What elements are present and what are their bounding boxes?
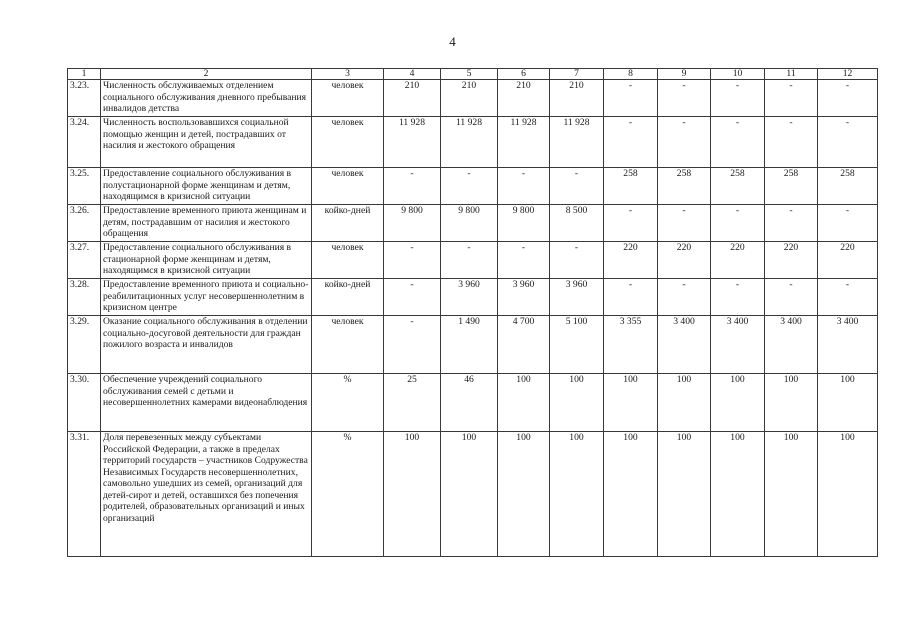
value-cell: 46: [441, 374, 498, 432]
value-cell: 100: [604, 432, 658, 557]
value-cell: 100: [498, 432, 550, 557]
value-cell: 258: [765, 168, 818, 205]
column-header: 2: [101, 69, 312, 80]
value-cell: 210: [550, 80, 604, 117]
table-row: [68, 316, 878, 374]
value-cell: 258: [604, 168, 658, 205]
value-cell: 100: [658, 374, 711, 432]
value-cell: 3 355: [604, 316, 658, 374]
table-row: [68, 432, 878, 557]
value-cell: 11 928: [498, 117, 550, 168]
value-cell: 100: [604, 374, 658, 432]
table-row: [68, 205, 878, 242]
column-header: 5: [441, 69, 498, 80]
indicator-name: Предоставление социального обслуживания в полустационарной форме женщинам и детям, находящимся в кризисной ситуации: [101, 168, 312, 205]
column-header: 1: [68, 69, 101, 80]
value-cell: 100: [498, 374, 550, 432]
column-header: 9: [658, 69, 711, 80]
value-cell: -: [765, 279, 818, 316]
value-cell: 220: [765, 242, 818, 279]
indicator-name: Предоставление временного приюта и социально-реабилитационных услуг несовершеннолетним в кризисном центре: [101, 279, 312, 316]
column-number-row: [68, 69, 878, 80]
indicator-name: Предоставление временного приюта женщинам и детям, пострадавшим от насилия и жестокого обращения: [101, 205, 312, 242]
value-cell: -: [711, 117, 765, 168]
value-cell: 220: [604, 242, 658, 279]
value-cell: -: [604, 117, 658, 168]
value-cell: 100: [711, 374, 765, 432]
unit-of-measure: человек: [312, 316, 384, 374]
value-cell: -: [384, 279, 441, 316]
column-header: 10: [711, 69, 765, 80]
row-number: 3.31.: [68, 432, 101, 557]
value-cell: -: [658, 117, 711, 168]
value-cell: 1 490: [441, 316, 498, 374]
indicator-name: Численность воспользовавшихся социальной помощью женщин и детей, пострадавших от насилия и жестокого обращения: [101, 117, 312, 168]
value-cell: -: [604, 205, 658, 242]
value-cell: -: [550, 242, 604, 279]
value-cell: 25: [384, 374, 441, 432]
value-cell: -: [384, 168, 441, 205]
value-cell: -: [498, 168, 550, 205]
unit-of-measure: койко-дней: [312, 205, 384, 242]
unit-of-measure: койко-дней: [312, 279, 384, 316]
value-cell: -: [711, 80, 765, 117]
row-number: 3.25.: [68, 168, 101, 205]
value-cell: 220: [658, 242, 711, 279]
table-row: [68, 168, 878, 205]
value-cell: -: [658, 205, 711, 242]
unit-of-measure: человек: [312, 117, 384, 168]
value-cell: -: [498, 242, 550, 279]
unit-of-measure: %: [312, 432, 384, 557]
value-cell: -: [658, 279, 711, 316]
column-header: 11: [765, 69, 818, 80]
value-cell: 100: [658, 432, 711, 557]
column-header: 6: [498, 69, 550, 80]
value-cell: -: [818, 117, 878, 168]
table-row: [68, 374, 878, 432]
value-cell: -: [550, 168, 604, 205]
value-cell: 258: [818, 168, 878, 205]
value-cell: 9 800: [384, 205, 441, 242]
value-cell: 3 400: [818, 316, 878, 374]
value-cell: -: [384, 242, 441, 279]
value-cell: 3 960: [550, 279, 604, 316]
row-number: 3.26.: [68, 205, 101, 242]
unit-of-measure: %: [312, 374, 384, 432]
column-header: 4: [384, 69, 441, 80]
row-number: 3.23.: [68, 80, 101, 117]
value-cell: -: [604, 80, 658, 117]
value-cell: -: [441, 168, 498, 205]
table-row: [68, 80, 878, 117]
value-cell: 100: [765, 432, 818, 557]
value-cell: 3 960: [498, 279, 550, 316]
value-cell: -: [765, 117, 818, 168]
page-number: 4: [449, 34, 456, 49]
value-cell: -: [711, 279, 765, 316]
table-body: [68, 80, 878, 557]
row-number: 3.29.: [68, 316, 101, 374]
value-cell: 210: [441, 80, 498, 117]
value-cell: 11 928: [550, 117, 604, 168]
value-cell: 11 928: [441, 117, 498, 168]
value-cell: 100: [711, 432, 765, 557]
indicators-table: [67, 68, 878, 557]
column-header: 3: [312, 69, 384, 80]
value-cell: 3 400: [765, 316, 818, 374]
value-cell: -: [384, 316, 441, 374]
value-cell: 9 800: [498, 205, 550, 242]
indicator-name: Обеспечение учреждений социального обслуживания семей с детьми и несовершеннолетних камерами видеонаблюдения: [101, 374, 312, 432]
value-cell: 258: [658, 168, 711, 205]
row-number: 3.28.: [68, 279, 101, 316]
value-cell: 8 500: [550, 205, 604, 242]
value-cell: 11 928: [384, 117, 441, 168]
row-number: 3.27.: [68, 242, 101, 279]
value-cell: 4 700: [498, 316, 550, 374]
unit-of-measure: человек: [312, 242, 384, 279]
table-row: [68, 117, 878, 168]
unit-of-measure: человек: [312, 80, 384, 117]
value-cell: -: [658, 80, 711, 117]
column-header: 12: [818, 69, 878, 80]
value-cell: 100: [550, 374, 604, 432]
value-cell: -: [765, 205, 818, 242]
value-cell: 100: [550, 432, 604, 557]
value-cell: -: [711, 205, 765, 242]
unit-of-measure: человек: [312, 168, 384, 205]
value-cell: -: [818, 279, 878, 316]
value-cell: 220: [711, 242, 765, 279]
value-cell: -: [441, 242, 498, 279]
value-cell: 220: [818, 242, 878, 279]
value-cell: -: [604, 279, 658, 316]
value-cell: 258: [711, 168, 765, 205]
value-cell: 3 400: [658, 316, 711, 374]
value-cell: -: [765, 80, 818, 117]
value-cell: 3 400: [711, 316, 765, 374]
value-cell: 5 100: [550, 316, 604, 374]
value-cell: 100: [818, 374, 878, 432]
column-header: 8: [604, 69, 658, 80]
value-cell: 3 960: [441, 279, 498, 316]
value-cell: 100: [765, 374, 818, 432]
indicator-name: Численность обслуживаемых отделением социального обслуживания дневного пребывания инвалидов детства: [101, 80, 312, 117]
row-number: 3.30.: [68, 374, 101, 432]
value-cell: -: [818, 205, 878, 242]
value-cell: 9 800: [441, 205, 498, 242]
indicator-name: Доля перевезенных между субъектами Российской Федерации, а также в пределах территорий государств – участников Содружества Независимых Государств несовершеннолетних, самовольно ушедших из семей, организаций для детей-сирот и детей, оставшихся без попечения родителей, образовательных организаций и иных организаций: [101, 432, 312, 557]
value-cell: 100: [818, 432, 878, 557]
value-cell: 210: [384, 80, 441, 117]
indicator-name: Предоставление социального обслуживания в стационарной форме женщинам и детям, находящимся в кризисной ситуации: [101, 242, 312, 279]
value-cell: 100: [441, 432, 498, 557]
indicator-name: Оказание социального обслуживания в отделении социально-досуговой деятельности для граждан пожилого возраста и инвалидов: [101, 316, 312, 374]
value-cell: 210: [498, 80, 550, 117]
table-row: [68, 279, 878, 316]
row-number: 3.24.: [68, 117, 101, 168]
value-cell: 100: [384, 432, 441, 557]
column-header: 7: [550, 69, 604, 80]
table-row: [68, 242, 878, 279]
value-cell: -: [818, 80, 878, 117]
